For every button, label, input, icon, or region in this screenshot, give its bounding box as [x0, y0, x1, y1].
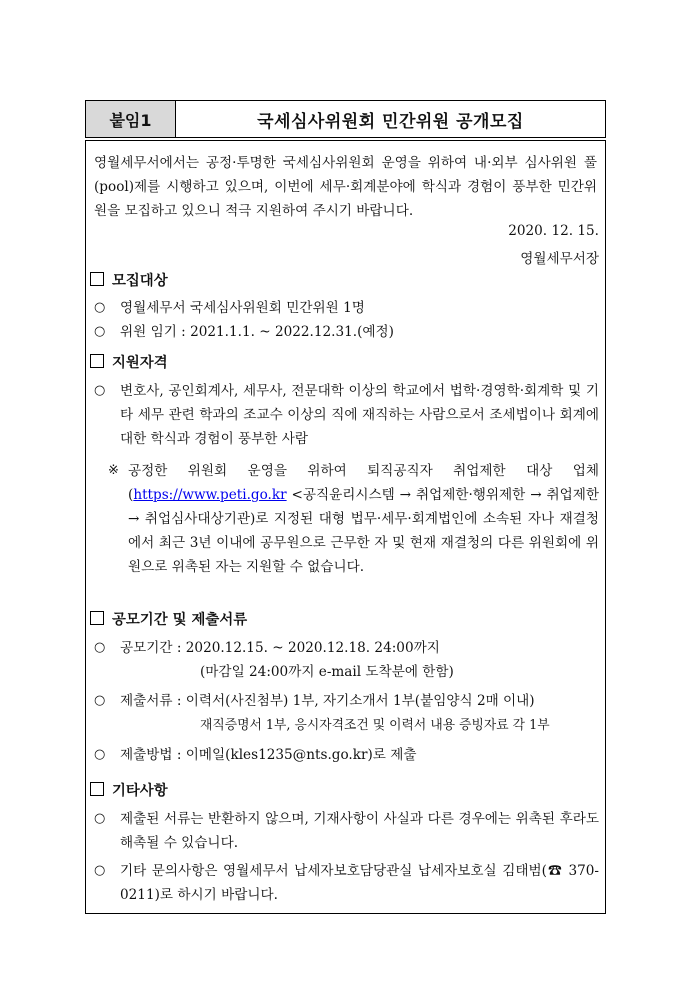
- checkbox-square-icon: [90, 782, 104, 796]
- circle-bullet-icon: ○: [94, 300, 106, 315]
- intro-paragraph: 영월세무서에서는 공정·투명한 국세심사위원회 운영을 위하여 내·외부 심사위원 풀(pool)제를 시행하고 있으며, 이번에 세무·회계분야에 학식과 경험이 풍부한 민간위원을 모집하고 있으니 적극 지원하여 주시기 바랍니다.: [94, 155, 597, 219]
- reference-mark-icon: ※: [108, 463, 119, 478]
- list-item: ○ 제출방법 : 이메일(kles1235@nts.go.kr)로 제출: [94, 743, 599, 767]
- circle-bullet-icon: ○: [94, 693, 106, 708]
- list-item: ○ 제출된 서류는 반환하지 않으며, 기재사항이 사실과 다른 경우에는 위촉된 후라도 해촉될 수 있습니다.: [94, 807, 599, 855]
- qualification-note: ※ 공정한 위원회 운영을 위하여 퇴직공직자 취업제한 대상 업체 (https://www.peti.go.kr <공직윤리시스템 → 취업제한·행위제한 → 취업제한 → 취업심사대상기관)로 지정된 대형 법무·세무·회계법인에 소속된 자나 재결청에서 최근 3년 이내에 공무원으로 근무한 자 및 현재 재결청의 다른 위원회에 위원으로 위촉된 자는 지원할 수 없습니다.: [108, 459, 599, 589]
- list-item: ○ 기타 문의사항은 영월세무서 납세자보호담당관실 납세자보호실 김태범(☎ 370-0211)로 하시기 바랍니다.: [94, 859, 599, 907]
- circle-bullet-icon: ○: [94, 863, 106, 878]
- notice-body: [85, 140, 606, 914]
- list-item: ○ 변호사, 공인회계사, 세무사, 전문대학 이상의 학교에서 법학·경영학·회계학 및 기타 세무 관련 학과의 조교수 이상의 직에 재직하는 사람으로서 조세법이나 회계에 대한 학식과 경험이 풍부한 사람: [94, 379, 599, 451]
- list-item: ○ 공모기간 : 2020.12.15. ~ 2020.12.18. 24:00까지 (마감일 24:00까지 e-mail 도착분에 한함): [94, 636, 599, 684]
- list-item: ○ 제출서류 : 이력서(사진첨부) 1부, 자기소개서 1부(붙임양식 2매 이내) 재직증명서 1부, 응시자격조건 및 이력서 내용 증빙자료 각 1부: [94, 689, 599, 737]
- circle-bullet-icon: ○: [94, 383, 106, 398]
- notice-date: 2020. 12. 15.: [508, 223, 599, 239]
- checkbox-square-icon: [90, 611, 104, 625]
- circle-bullet-icon: ○: [94, 747, 106, 762]
- list-item: ○ 위원 임기 : 2021.1.1. ~ 2022.12.31.(예정): [94, 320, 599, 344]
- circle-bullet-icon: ○: [94, 640, 106, 655]
- notice-signer: 영월세무서장: [520, 251, 599, 267]
- section-qualification-title: 지원자격: [90, 351, 168, 372]
- section-period-title: 공모기간 및 제출서류: [90, 608, 247, 629]
- checkbox-square-icon: [90, 272, 104, 286]
- peti-link[interactable]: https://www.peti.go.kr: [133, 487, 287, 503]
- circle-bullet-icon: ○: [94, 811, 106, 826]
- document-title: 국세심사위원회 민간위원 공개모집: [257, 111, 524, 132]
- attachment-tag: 붙임1: [86, 101, 176, 137]
- circle-bullet-icon: ○: [94, 324, 106, 339]
- section-recruit-title: 모집대상: [90, 269, 168, 290]
- list-item: ○ 영월세무서 국세심사위원회 민간위원 1명: [94, 296, 599, 320]
- attachment-header: [85, 100, 606, 138]
- section-etc-title: 기타사항: [90, 779, 168, 800]
- checkbox-square-icon: [90, 354, 104, 368]
